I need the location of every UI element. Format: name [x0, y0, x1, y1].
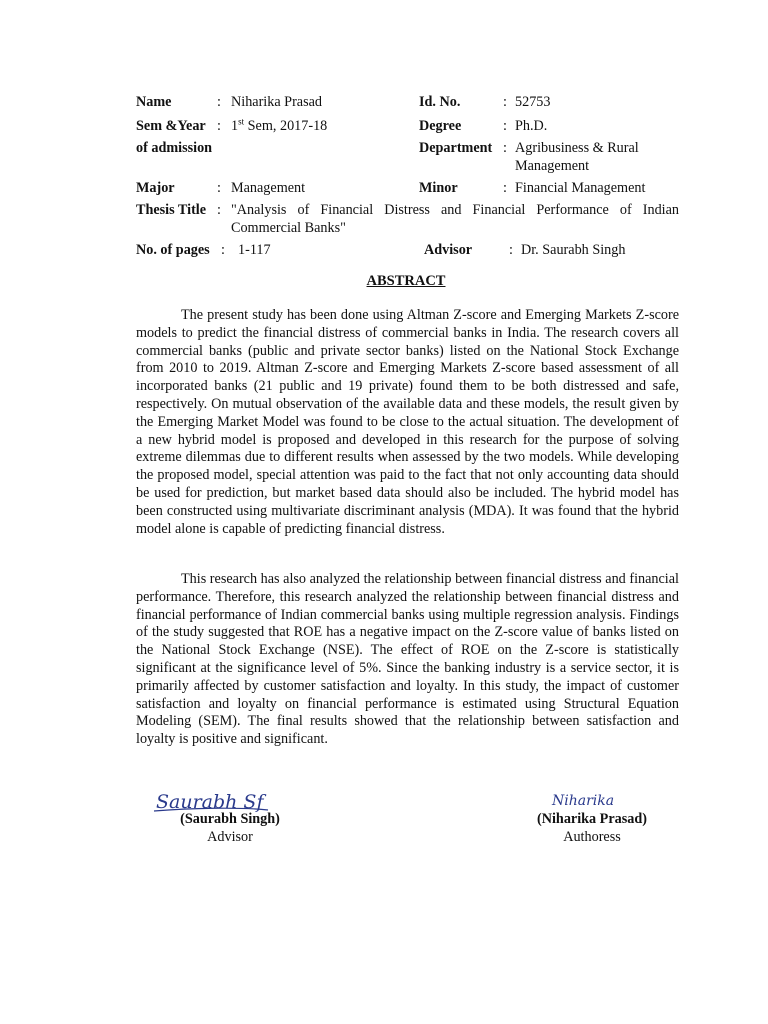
advisor-role: Advisor	[207, 829, 253, 845]
advisor-name: (Saurabh Singh)	[180, 811, 280, 827]
department-value: Agribusiness & Rural	[515, 140, 639, 156]
advisor-value: Dr. Saurabh Singh	[521, 242, 626, 258]
colon: :	[503, 118, 507, 134]
thesis-title-value-continued: Commercial Banks"	[231, 220, 346, 236]
author-role: Authoress	[563, 829, 621, 845]
major-value: Management	[231, 180, 306, 196]
advisor-label: Advisor	[424, 242, 473, 258]
colon: :	[217, 94, 221, 110]
author-name: (Niharika Prasad)	[537, 811, 647, 827]
sem-value: 1st Sem, 2017-18	[231, 116, 328, 134]
degree-value: Ph.D.	[515, 118, 548, 134]
name-value: Niharika Prasad	[231, 94, 323, 110]
name-label: Name	[136, 94, 172, 110]
minor-value: Financial Management	[515, 180, 646, 196]
abstract-title: ABSTRACT	[366, 273, 446, 289]
author-signature-text: Niharika	[552, 793, 615, 809]
colon: :	[217, 118, 221, 134]
colon: :	[509, 242, 513, 258]
id-label: Id. No.	[419, 94, 461, 110]
sem-label: Sem &Year	[136, 118, 206, 134]
department-value-continued: Management	[515, 158, 590, 174]
abstract-paragraph-1: The present study has been done using Altman Z-score and Emerging Markets Z-score models to predict the financial distress of commercial banks in India. The research covers all commercial banks (public and private sector banks) listed on the National Stock Exchange from 2010 to 2019. Altman Z-score and Emerging Markets Z-score based assessment of all incorporated banks (21 public and 19 private) found them to be both distressed and safe, respectively. On mutual observation of the available data and these models, the result given by the Emerging Market Model was found to be close to the actual situation. The development of a new hybrid model is proposed and developed in this research for the purpose of solving extreme dilemmas due to different results when assessed by the two models. While developing the proposed model, special attention was paid to the fact that not only accounting data should be used for prediction, but market based data should also be included. The hybrid model has been constructed using multivariate discriminant analysis (MDA). It was found that the hybrid model alone is capable of predicting financial distress.	[136, 307, 679, 537]
colon: :	[217, 180, 221, 196]
colon: :	[503, 180, 507, 196]
thesis-title-label: Thesis Title	[136, 202, 207, 218]
major-label: Major	[136, 180, 175, 196]
colon: :	[217, 202, 221, 218]
abstract-paragraph-2: This research has also analyzed the relationship between financial distress and financial performance. Therefore, this research analyzed the relationship between financial distress and financial performance of Indian commercial banks using multiple regression analysis. Findings of the study suggested that ROE has a negative impact on the Z-score value of banks listed on the National Stock Exchange (NSE). The effect of ROE on the Z-score is statistically significant at the significance level of 5%. Since the banking industry is a service sector, it is primarily affected by customer satisfaction and loyalty. In this study, the impact of customer satisfaction and loyalty on financial performance is estimated using Structural Equation Modeling (SEM). The final results showed that the relationship between satisfaction and loyalty is positive and significant.	[136, 571, 679, 748]
department-label: Department	[419, 140, 493, 156]
thesis-title-value: "Analysis of Financial Distress and Financial Performance of Indian	[231, 202, 679, 218]
colon: :	[221, 242, 225, 258]
advisor-signature-text: Saurabh Sf	[156, 791, 264, 813]
colon: :	[503, 140, 507, 156]
sem-label-continued: of admission	[136, 140, 213, 156]
pages-label: No. of pages	[136, 242, 210, 258]
id-value: 52753	[515, 94, 551, 110]
author-signature	[548, 788, 628, 812]
colon: :	[503, 94, 507, 110]
degree-label: Degree	[419, 118, 462, 134]
pages-value: 1-117	[238, 242, 271, 258]
minor-label: Minor	[419, 180, 458, 196]
